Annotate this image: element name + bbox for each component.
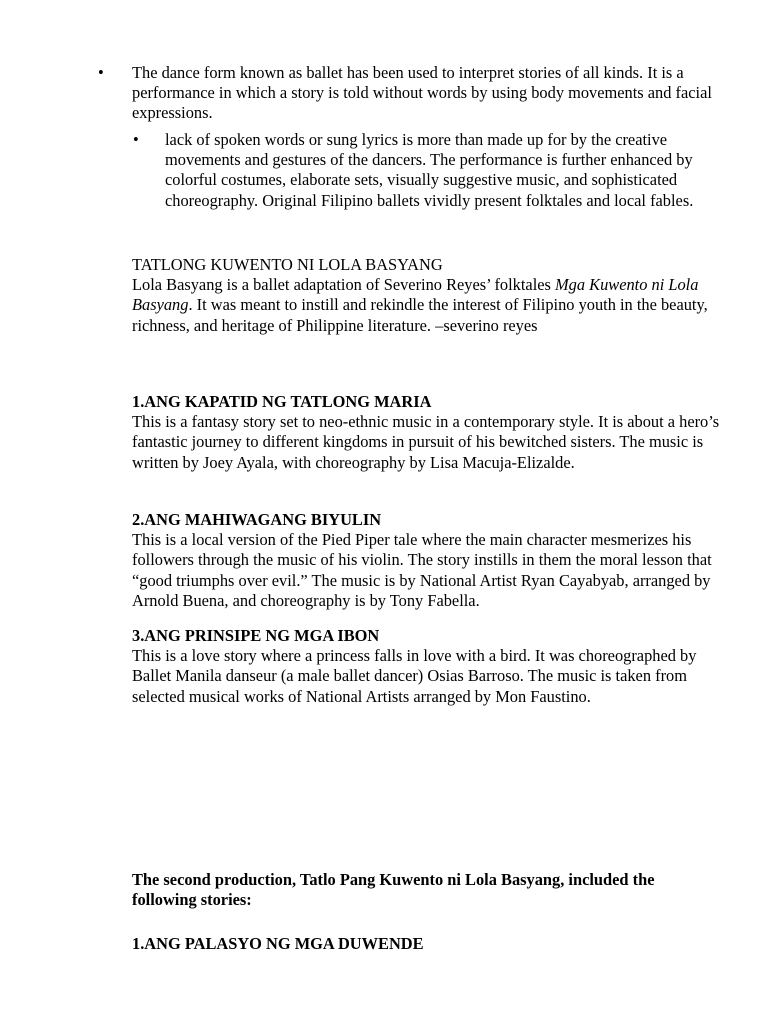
section-lola-basyang [132,255,722,336]
section-body-italic-title: Mga Kuwento ni Lola Basyang [132,275,699,315]
section-body [132,275,722,336]
story-3 [132,626,722,707]
section-body-end: . It was meant to instill and rekindle the interest of Filipino youth in the beauty, richness, and heritage of Philippine literature. –severino reyes [132,295,708,335]
sub-bullet-icon: • [133,130,139,149]
story-body: This is a fantasy story set to neo-ethnic music in a contemporary style. It is about a hero’s fantastic journey to different kingdoms in pursuit of his bewitched sisters. The music is written by Joey Ayala, with choreography by Lisa Macuja-Elizalde. [132,412,720,472]
sub-bullet-item-performance [133,130,713,211]
story-heading: 1.ANG PALASYO NG MGA DUWENDE [132,934,424,953]
story-2 [132,510,722,611]
bullet-item-ballet-intro [98,63,718,124]
story-heading: 1.ANG KAPATID NG TATLONG MARIA [132,392,432,411]
section-title: TATLONG KUWENTO NI LOLA BASYANG [132,255,443,274]
second-production-story-1 [132,934,722,954]
story-1 [132,392,722,473]
bullet-text: The dance form known as ballet has been used to interpret stories of all kinds. It is a performance in which a story is told without words by using body movements and facial expressions. [132,63,712,123]
bullet-icon: • [98,63,104,82]
section-body-start: Lola Basyang is a ballet adaptation of Severino Reyes’ folktales [132,275,555,295]
sub-bullet-text: lack of spoken words or sung lyrics is more than made up for by the creative movements and gestures of the dancers. The performance is further enhanced by colorful costumes, elaborate sets, visually suggestive music, and sophisticated choreography. Original Filipino ballets vividly present folktales and local fables. [165,130,694,210]
story-body: This is a love story where a princess falls in love with a bird. It was choreographed by Ballet Manila danseur (a male ballet dancer) Osias Barroso. The music is taken from selected musical works of National Artists arranged by Mon Faustino. [132,646,697,706]
story-body: This is a local version of the Pied Piper tale where the main character mesmerizes his followers through the music of his violin. The story instills in them the moral lesson that “good triumphs over evil.” The music is by National Artist Ryan Cayabyab, arranged by Arnold Buena, and choreography is by Tony Fabella. [132,530,712,610]
second-production-text: The second production, Tatlo Pang Kuwento ni Lola Basyang, included the following stories: [132,870,655,910]
second-production-intro [132,870,722,910]
story-heading: 2.ANG MAHIWAGANG BIYULIN [132,510,382,529]
story-heading: 3.ANG PRINSIPE NG MGA IBON [132,626,380,645]
